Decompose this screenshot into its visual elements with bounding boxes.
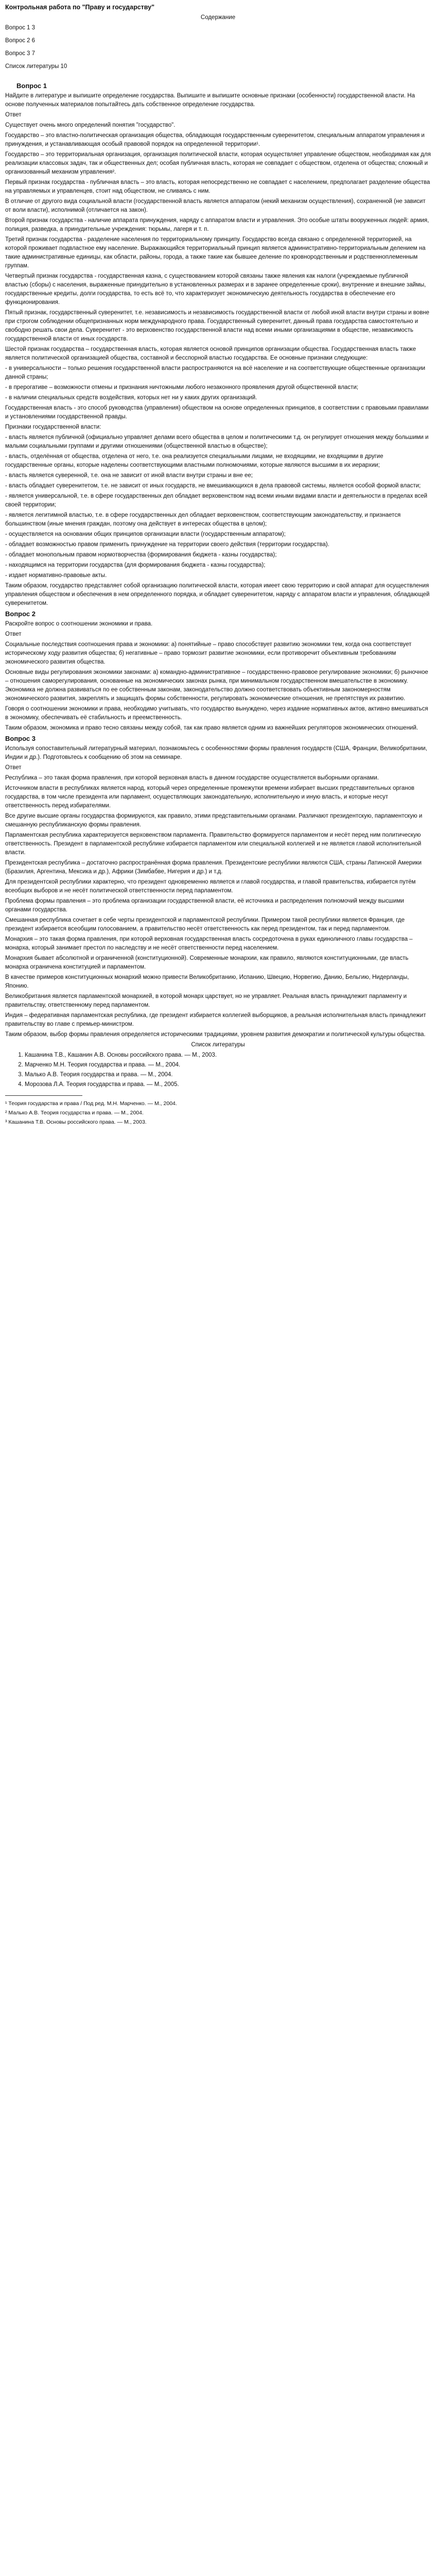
section-question-1 — [5, 81, 431, 608]
paragraph: Признаки государственной власти: — [5, 424, 101, 430]
list-item: - власть является суверенной, т.е. она не зависит от иной власти внутри страны и вне ее; — [5, 472, 253, 479]
spacer — [5, 75, 431, 81]
paragraph: Источником власти в республиках является народ, который через определенные промежутки времени избирает высших представительных органов государства, в том числе президента или парламент, осуществляющих законодательную, исполнительную и иную власть, и которые несут ответственность перед избирателями. — [5, 785, 414, 809]
paragraph: Для президентской республики характерно, что президент одновременно является и главой государства, и главой правительства, избирается путём всеобщих выборов и не несёт политической ответственности перед парламентом. — [5, 879, 416, 894]
list-item: - в прерогативе – возможности отмены и признания ничтожными любого незаконного проявления другой общественной власти; — [5, 384, 358, 391]
paragraph: Говоря о соотношении экономики и права, необходимо учитывать, что государство вынуждено, через издание нормативных актов, активно вмешиваться в экономику, обеспечивать её стабильность и преемственность. — [5, 706, 428, 721]
footnote: ¹ Теория государства и права / Под ред. М.Н. Марченко. — М., 2004. — [5, 1100, 177, 1107]
toc-link-bibliography[interactable]: Список литературы 10 — [5, 63, 67, 70]
bibliography-list — [5, 1051, 431, 1089]
paragraph: Таким образом, экономика и право тесно связаны между собой, так как право является одним из важнейших регуляторов экономических отношений. — [5, 725, 418, 731]
paragraph: Монархия бывает абсолютной и ограниченной (конституционной). Современные монархии, как правило, являются конституционными, где власть монарха ограничена конституцией и парламентом. — [5, 955, 409, 970]
paragraph: В отличие от другого вида социальной власти (государственной власть является аппаратом (некий механизм осуществления), сохраненной (не зависит от воли власти), исполнимой (отличается на закон). — [5, 198, 426, 213]
bibliography-item: 3. Малько А.В. Теория государства и права. — М., 2004. — [25, 1071, 431, 1079]
paragraph: Индия – федеративная парламентская республика, где президент избирается коллегией выборщиков, а реальная исполнительная власть принадлежит правительству во главе с премьер-министром. — [5, 1012, 426, 1027]
paragraph: Пятый признак, государственный суверенитет, т.е. независимость и независимость государственной власти от любой иной власти внутри страны и вовне при строгом соблюдении общепризнанных норм международного права. Государственный суверенитет, данный права государства самостоятельно и свободно решать свои дела. Суверенитет - это верховенство государственной власти над всеми иными организациями в обществе, независимость государственной власти от иных государств. — [5, 310, 429, 342]
section-heading: Вопрос 2 — [5, 610, 36, 618]
list-item: - является легитимной властью, т.е. в сфере государственных дел обладает верховенством, соответствующим законодательству, и признается большинством (иные мнения граждан, поэтому она действует в интересах общества в целом); — [5, 512, 401, 527]
list-item: - является универсальной, т.е. в сфере государственных дел обладает верховенством над всеми иными видами власти и деятельности в пределах всей своей территории; — [5, 493, 428, 508]
paragraph: Используя сопоставительный литературный материал, познакомьтесь с особенностями формы правления государств (США, Франции, Великобритании, Индии и др.). Подготовьтесь к сообщению об этом на семинаре. — [5, 745, 427, 760]
footnotes — [5, 1100, 431, 1126]
footnote: ² Малько А.В. Теория государства и права. — М., 2004. — [5, 1110, 144, 1116]
section-heading: Вопрос 1 — [16, 82, 47, 90]
footnote: ³ Кашанина Т.В. Основы российского права. — М., 2003. — [5, 1119, 147, 1125]
table-of-contents — [5, 13, 431, 71]
section-question-2 — [5, 609, 431, 733]
list-item: - власть, отделённая от общества, отделена от него, т.е. она реализуется специальными лицами, не входящими, не входящими в другие государственные органы, которые наделены соответствующими властными полномочиями, которые являются высшими в их иерархии; — [5, 453, 383, 468]
paragraph: Основные виды регулирования экономики законами: а) командно-административное – государственно-правовое регулирование экономики; б) рыночное – отношения саморегулирования, основанные на экономических законах рынка, при минимальном государственном вмешательстве в экономику. Экономика не должна развиваться по ее собственным законам, законодательство должно соответствовать объективным закономерностям экономического развития, закреплять и защищать формы собственности, регулировать экономические отношения, не препятствуя их развитию. — [5, 669, 428, 702]
list-item: - осуществляется на основании общих принципов организации власти (государственным аппаратом); — [5, 531, 286, 537]
paragraph: Проблема формы правления – это проблема организации государственной власти, её источника и распределения полномочий между высшими органами государства. — [5, 898, 404, 913]
list-item: - находящимся на территории государства (для формирования бюджета - казны государства); — [5, 562, 266, 568]
paragraph: Существует очень много определений понятия "государство". — [5, 122, 176, 128]
paragraph: Смешанная республика сочетает в себе черты президентской и парламентской республики. Примером такой республики является Франция, где президент избирается всеобщим голосованием, а правительство несёт ответственность как перед президентом, так и перед парламентом. — [5, 917, 405, 932]
paragraph: Государственная власть - это способ руководства (управления) обществом на основе определенных принципов, в соответствии с правовыми правилами и установлениями государственной правды. — [5, 405, 429, 420]
list-item: - в универсальности – только решения государственной власти распространяются на всё население и на соответствующие общественные организации данной страны; — [5, 365, 426, 380]
section-bibliography — [5, 1041, 431, 1089]
paragraph: Третий признак государства - разделение населения по территориальному принципу. Государство всегда связано с определенной территорией, на которой проживает подвластное ему население. Выражающийся территориальный принцип является административно-территориальным делением на такие административные единицы, как области, районы, города, а также такие как бывшее деление по кровнородственным и родственноплеменным группам. — [5, 236, 426, 269]
list-item: - власть обладает суверенитетом, т.е. не зависит от иных государств, не вмешивающихся в дела правовой системы, является особой формой власти; — [5, 483, 421, 489]
list-item: - власть является публичной (официально управляет делами всего общества в целом и политическими т.д. он регулирует отношения между большими и малыми социальными группами и другими отношениями (общественной властью в обществе); — [5, 434, 429, 449]
paragraph: Первый признак государства - публичная власть – это власть, которая непосредственно не совпадает с населением, предполагает разделение общества на управляемых и управленцев, стоит над обществом, не сливаясь с ним. — [5, 179, 430, 194]
bibliography-heading: Список литературы — [191, 1042, 245, 1048]
list-item: - издает нормативно-правовые акты. — [5, 572, 107, 579]
paragraph: Раскройте вопрос о соотношении экономики и права. — [5, 621, 153, 627]
bibliography-item: 2. Марченко М.Н. Теория государства и права. — М., 2004. — [25, 1061, 431, 1070]
toc-link-question-3[interactable]: Вопрос 3 7 — [5, 50, 36, 57]
bibliography-item: 4. Морозова Л.А. Теория государства и права. — М., 2005. — [25, 1080, 431, 1089]
paragraph: Президентская республика – достаточно распространённая форма правления. Президентские республики являются США, страны Латинской Америки (Бразилия, Аргентина, Мексика и др.), Африки (Зимбабве, Нигерия и др.) и т.д. — [5, 860, 422, 875]
section-question-3 — [5, 734, 431, 1039]
paragraph: Таким образом, выбор формы правления определяется историческими традициями, уровнем развития демократии и политической культуры общества. — [5, 1031, 426, 1038]
paragraph: Государство – это территориальная организация, организация политической власти, которая осуществляет управление обществом, необходимая как для реализации классовых задач, так и общественных дел; особая публичная власть, которая не совпадает с обществом, отделена от общества; сложный и организованный механизм управления². — [5, 151, 431, 175]
paragraph: Таким образом, государство представляет собой организацию политической власти, которая имеет свою территорию и свой аппарат для осуществления управления обществом и обеспечения в нем определенного порядка, и обладает суверенитетом, наряду с аппаратом власти и управления, обладающей суверенитетом. — [5, 583, 430, 606]
paragraph: Второй признак государства - наличие аппарата принуждения, наряду с аппаратом власти и управления. Это особые штаты вооруженных людей: армия, полиция, разведка, а принудительные учреждения: тюрьмы, лагеря и т. п. — [5, 217, 429, 232]
list-item: - обладает возможностью правом применить принуждение на территории своего действия (территории государства). — [5, 541, 329, 548]
answer-label: Ответ — [5, 631, 22, 637]
paragraph: В качестве примеров конституционных монархий можно привести Великобританию, Испанию, Швецию, Норвегию, Данию, Бельгию, Нидерланды, Японию. — [5, 974, 409, 989]
list-item: - обладает монопольным правом нормотворчества (формирования бюджета - казны государства); — [5, 552, 277, 558]
paragraph: Монархия – это такая форма правления, при которой верховная государственная власть сосредоточена в руках единоличного главы государства – монарха, который занимает престол по наследству и не несёт ответственности перед населением. — [5, 936, 413, 951]
section-heading: Вопрос 3 — [5, 735, 36, 742]
answer-label: Ответ — [5, 112, 22, 118]
toc-link-question-1[interactable]: Вопрос 1 3 — [5, 25, 36, 31]
answer-label: Ответ — [5, 765, 22, 771]
paragraph: Четвертый признак государства - государственная казна, с существованием которой связаны также явления как налоги (учреждаемые публичной властью (сборы) с населения, выраженные принудительно в установленных размерах и в заранее определенные сроки), внутренние и внешние займы, государственные кредиты, долги государства, то есть всё то, что характеризует экономическую деятельность государства в обеспечение его функционирования. — [5, 273, 426, 306]
toc-link-question-2[interactable]: Вопрос 2 6 — [5, 38, 36, 44]
paragraph: Республика – это такая форма правления, при которой верховная власть в данном государстве осуществляется выборными органами. — [5, 775, 379, 781]
bibliography-item: 1. Кашанина Т.В., Кашанин А.В. Основы российского права. — М., 2003. — [25, 1051, 431, 1060]
paragraph: Парламентская республика характеризуется верховенством парламента. Правительство формируется парламентом и несёт перед ним политическую ответственность. Президент в парламентской республике избирается парламентом или специальной коллегией и не является главой исполнительной власти. — [5, 832, 422, 856]
paragraph: Найдите в литературе и выпишите определение государства. Выпишите и выпишите основные признаки (особенности) государственной власти. На основе полученных материалов попытайтесь дать собственное определение государства. — [5, 93, 415, 108]
footnote-divider — [5, 1095, 82, 1096]
paragraph: Социальные последствия соотношения права и экономики: а) понятийные – право способствует развитию экономики тем, когда она соответствует историческому ходу развития общества; б) негативные – право тормозит развитие экономики, если противоречит объективным требованиям экономического развития общества. — [5, 641, 412, 665]
list-item: - в наличии специальных средств воздействия, которых нет ни у каких других организаций. — [5, 395, 257, 401]
paragraph: Шестой признак государства – государственная власть, которая является основой принципов организации общества. Государственная власть также является политической организацией общества, составной и бесспорной властью государства. Ее основные признаки следующие: — [5, 346, 416, 361]
paragraph: Государство – это властно-политическая организация общества, обладающая государственным суверенитетом, специальным аппаратом управления и принуждения, и устанавливающая особый правовой порядок на определенной территории¹. — [5, 132, 425, 147]
toc-heading: Содержание — [200, 14, 236, 21]
paragraph: Все другие высшие органы государства формируются, как правило, этими представительными органами. Различают президентскую, парламентскую и смешанную республиканскую формы правления. — [5, 813, 423, 828]
page-title: Контрольная работа по "Праву и государству" — [5, 4, 155, 11]
paragraph: Великобритания является парламентской монархией, в которой монарх царствует, но не управляет. Реальная власть принадлежит парламенту и правительству, ответственному перед парламентом. — [5, 993, 407, 1008]
